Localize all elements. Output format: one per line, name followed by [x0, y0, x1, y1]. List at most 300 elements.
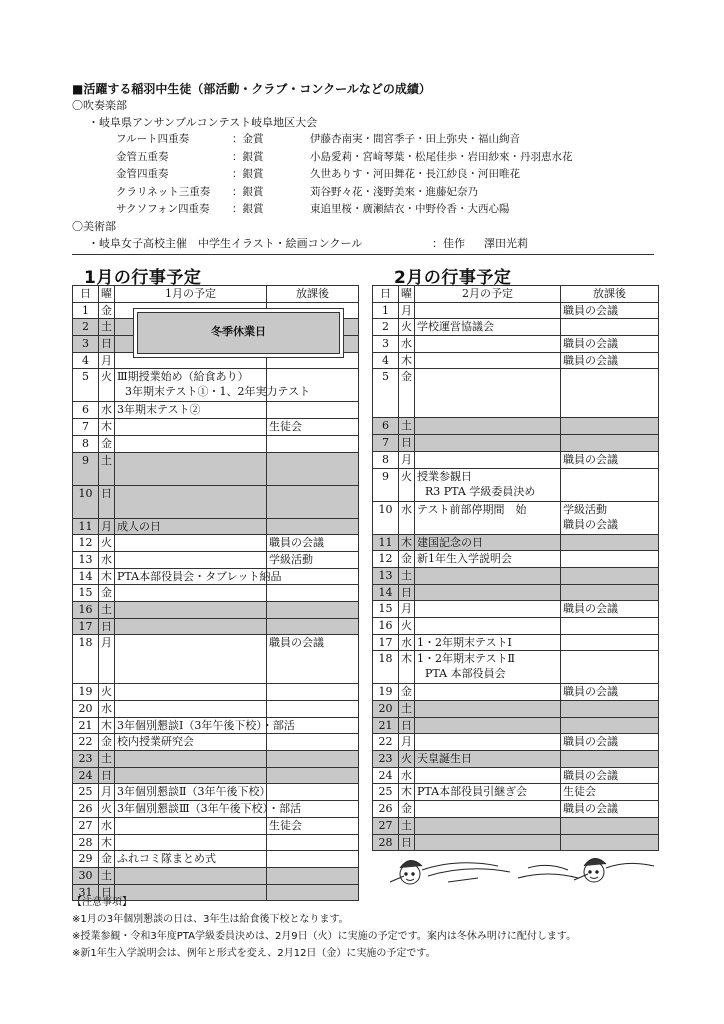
- afterschool-cell: [561, 369, 659, 418]
- award-members: 東追里桜・廣瀬結衣・中野伶香・大西心陽: [310, 203, 510, 215]
- award-row: [0, 149, 724, 167]
- table-row: [73, 867, 359, 884]
- event-cell: [115, 784, 271, 801]
- weekday-cell: [399, 684, 415, 701]
- award-prize: ：銀賞: [232, 168, 264, 180]
- header-events: 2月の予定: [415, 286, 561, 303]
- table-row: [373, 435, 659, 452]
- weekday-cell: [399, 501, 415, 534]
- art-member: 澤田光莉: [484, 237, 528, 250]
- table-row: [73, 419, 359, 436]
- event-cell-text: 3年期末テスト②: [117, 403, 201, 417]
- weekday-cell-text: 木: [101, 718, 112, 732]
- afterschool-cell: [267, 485, 359, 518]
- day-cell: [73, 834, 99, 851]
- afterschool-cell: [561, 684, 659, 701]
- day-cell: [73, 319, 99, 336]
- day-cell-text: 23: [378, 752, 393, 766]
- afterschool-cell-text: 学級活動: [563, 502, 607, 516]
- table-header-row: [373, 286, 659, 303]
- afterschool-cell-text: 職員の会議: [563, 735, 618, 749]
- weekday-cell-text: 土: [401, 568, 412, 582]
- weekday-cell-text: 水: [101, 818, 112, 832]
- event-cell-text: PTA本部役員引継ぎ会: [417, 785, 528, 799]
- weekday-cell-text: 月: [101, 353, 112, 367]
- weekday-cell: [399, 352, 415, 369]
- day-cell: [373, 435, 399, 452]
- afterschool-cell: [561, 336, 659, 353]
- event-cell: [415, 501, 561, 534]
- table-row: [373, 751, 659, 768]
- event-cell: [415, 651, 561, 684]
- event-cell-text-2: PTA 本部役員会: [425, 667, 506, 681]
- header-day: 日: [73, 286, 99, 303]
- table-row: [73, 535, 359, 552]
- afterschool-cell: [561, 501, 659, 534]
- day-cell-text: 19: [78, 685, 93, 699]
- day-cell-text: 28: [78, 835, 93, 849]
- event-cell-text: テスト前部停期間 始: [417, 502, 527, 516]
- event-cell: [415, 352, 561, 369]
- afterschool-cell: [561, 468, 659, 501]
- weekday-cell-text: 日: [101, 486, 112, 500]
- table-row: [373, 418, 659, 435]
- weekday-cell-text: 水: [101, 403, 112, 417]
- event-cell-text: 1・2年期末テストⅠ: [417, 635, 512, 649]
- table-row: [373, 534, 659, 551]
- day-cell: [373, 734, 399, 751]
- table-row: [73, 834, 359, 851]
- table-row: [73, 767, 359, 784]
- day-cell-text: 20: [378, 702, 393, 715]
- weekday-cell-text: 水: [101, 702, 112, 715]
- award-prize: ：金賞: [232, 133, 264, 145]
- table-row: [73, 635, 359, 684]
- weekday-cell: [399, 751, 415, 768]
- table-row: [73, 369, 359, 402]
- weekday-cell: [99, 784, 115, 801]
- weekday-cell: [399, 767, 415, 784]
- event-cell-text: 3年個別懇談Ⅰ（3年午後下校）・部活: [117, 718, 295, 732]
- afterschool-cell: [267, 402, 359, 419]
- award-group: クラリネット三重奏: [116, 185, 211, 198]
- day-cell: [373, 584, 399, 601]
- table-row: [373, 319, 659, 336]
- afterschool-cell: [561, 617, 659, 634]
- day-cell-text: 13: [378, 568, 393, 582]
- weekday-cell: [99, 851, 115, 868]
- weekday-cell: [99, 319, 115, 336]
- weekday-cell-text: 金: [101, 436, 112, 450]
- weekday-cell: [99, 352, 115, 369]
- event-cell: [115, 485, 267, 518]
- art-contest-label: ・岐阜女子高校主催 中学生イラスト・絵画コンクール: [88, 237, 363, 250]
- weekday-cell-text: 月: [401, 735, 412, 749]
- day-cell-text: 23: [78, 752, 93, 766]
- afterschool-cell: [267, 452, 359, 485]
- music-club-label: 〇吹奏楽部: [72, 99, 127, 112]
- weekday-cell-text: 土: [401, 419, 412, 433]
- afterschool-cell: [561, 352, 659, 369]
- table-row: [373, 352, 659, 369]
- day-cell: [73, 867, 99, 884]
- award-members: 久世ありす・河田舞花・長江紗良・河田唯花: [310, 168, 520, 180]
- day-cell: [373, 369, 399, 418]
- weekday-cell-text: 火: [101, 802, 112, 816]
- afterschool-cell: [561, 319, 659, 336]
- day-cell-text: 13: [78, 552, 93, 566]
- day-cell: [73, 568, 99, 585]
- day-cell: [373, 717, 399, 734]
- day-cell-text: 29: [78, 852, 93, 866]
- table-row: [373, 302, 659, 319]
- day-cell: [73, 635, 99, 684]
- weekday-cell-text: 日: [401, 835, 412, 849]
- afterschool-cell-text: 職員の会議: [563, 452, 618, 466]
- day-cell-text: 21: [378, 718, 393, 732]
- day-cell-text: 18: [78, 636, 93, 650]
- day-cell: [73, 485, 99, 518]
- weekday-cell: [399, 784, 415, 801]
- weekday-cell-text: 月: [101, 519, 112, 533]
- day-cell-text: 3: [82, 337, 89, 351]
- day-cell: [73, 601, 99, 618]
- weekday-cell: [99, 535, 115, 552]
- weekday-cell-text: 金: [401, 685, 412, 699]
- header-day: 日: [373, 286, 399, 303]
- weekday-cell-text: 月: [401, 303, 412, 317]
- afterschool-cell: [561, 551, 659, 568]
- afterschool-cell: [561, 435, 659, 452]
- day-cell-text: 4: [82, 353, 89, 367]
- event-cell: [115, 817, 267, 834]
- afterschool-cell: [561, 584, 659, 601]
- event-cell-text: PTA本部役員会・タブレット納品: [117, 569, 282, 583]
- afterschool-cell-text: 職員の会議: [563, 353, 618, 367]
- afterschool-cell-text: 職員の会議: [563, 802, 618, 816]
- day-cell: [73, 784, 99, 801]
- award-prize: ：銀賞: [232, 203, 264, 215]
- day-cell-text: 12: [78, 536, 93, 550]
- weekday-cell: [99, 336, 115, 353]
- weekday-cell: [399, 634, 415, 651]
- day-cell: [373, 801, 399, 818]
- weekday-cell-text: 金: [401, 552, 412, 566]
- day-cell: [73, 817, 99, 834]
- weekday-cell-text: 水: [401, 635, 412, 649]
- event-cell: [415, 634, 561, 651]
- event-cell-text: 建国記念の日: [417, 535, 483, 549]
- afterschool-cell: [561, 567, 659, 584]
- day-cell: [373, 352, 399, 369]
- weekday-cell: [99, 834, 115, 851]
- event-cell: [115, 568, 282, 585]
- event-cell: [415, 302, 561, 319]
- event-cell: [415, 751, 561, 768]
- event-cell: [115, 734, 267, 751]
- table-row: [373, 684, 659, 701]
- afterschool-cell-text-2: 職員の会議: [563, 517, 618, 531]
- event-cell: [115, 435, 267, 452]
- event-cell: [115, 551, 267, 568]
- award-group: フルート四重奏: [116, 133, 190, 145]
- event-cell: [415, 717, 561, 734]
- weekday-cell: [99, 801, 115, 818]
- day-cell: [373, 551, 399, 568]
- afterschool-cell: [267, 851, 359, 868]
- day-cell-text: 26: [378, 802, 393, 816]
- table-row: [73, 402, 359, 419]
- afterschool-cell-text: 職員の会議: [269, 536, 324, 550]
- day-cell-text: 2: [82, 320, 89, 334]
- table-row: [373, 734, 659, 751]
- day-cell: [373, 784, 399, 801]
- afterschool-cell: [561, 302, 659, 319]
- day-cell-text: 17: [78, 619, 93, 633]
- day-cell-text: 15: [78, 586, 93, 600]
- table-row: [73, 784, 359, 801]
- event-cell: [115, 601, 267, 618]
- weekday-cell: [399, 336, 415, 353]
- event-cell: [415, 584, 561, 601]
- table-row: [373, 617, 659, 634]
- table-row: [73, 684, 359, 701]
- weekday-cell: [99, 635, 115, 684]
- event-cell: [115, 867, 267, 884]
- day-cell-text: 15: [378, 602, 393, 616]
- table-row: [73, 518, 359, 535]
- event-cell: [415, 701, 561, 718]
- day-cell: [73, 518, 99, 535]
- day-cell: [73, 435, 99, 452]
- day-cell-text: 16: [378, 618, 393, 632]
- day-cell-text: 24: [78, 768, 93, 782]
- day-cell: [73, 336, 99, 353]
- event-cell: [115, 452, 267, 485]
- day-cell: [373, 501, 399, 534]
- weekday-cell: [99, 419, 115, 436]
- event-cell-text: 3年個別懇談Ⅱ（3年午後下校）: [117, 785, 271, 799]
- day-cell-text: 12: [378, 552, 393, 566]
- weekday-cell-text: 火: [401, 469, 412, 483]
- afterschool-cell: [561, 601, 659, 618]
- weekday-cell: [99, 701, 115, 718]
- event-cell: [115, 767, 267, 784]
- day-cell: [373, 634, 399, 651]
- afterschool-cell-text: 職員の会議: [563, 303, 618, 317]
- award-group: 金管四重奏: [116, 168, 169, 180]
- weekday-cell: [99, 435, 115, 452]
- table-row: [73, 618, 359, 635]
- header-afterschool: 放課後: [561, 286, 659, 303]
- weekday-cell-text: 木: [401, 785, 412, 799]
- weekday-cell: [399, 551, 415, 568]
- day-cell: [73, 734, 99, 751]
- table-row: [373, 601, 659, 618]
- weekday-cell: [399, 319, 415, 336]
- day-cell-text: 25: [378, 785, 393, 799]
- award-row: [0, 201, 724, 219]
- afterschool-cell: [561, 701, 659, 718]
- day-cell: [73, 551, 99, 568]
- event-cell: [115, 369, 311, 402]
- afterschool-cell: [267, 518, 359, 535]
- art-club-label: 〇美術部: [72, 220, 116, 233]
- afterschool-cell: [561, 418, 659, 435]
- weekday-cell-text: 土: [101, 752, 112, 766]
- afterschool-cell: [267, 834, 359, 851]
- day-cell-text: 21: [78, 718, 93, 732]
- feb-title: 2月の行事予定: [394, 268, 512, 288]
- winter-vacation-box: [133, 308, 344, 358]
- afterschool-cell: [561, 534, 659, 551]
- achievements-title: ■活躍する稲羽中生徒（部活動・クラブ・コンクールなどの成績）: [72, 82, 431, 96]
- weekday-cell: [399, 651, 415, 684]
- event-cell: [415, 319, 561, 336]
- weekday-cell-text: 日: [401, 585, 412, 599]
- weekday-cell-text: 木: [101, 420, 112, 434]
- weekday-cell: [399, 468, 415, 501]
- weekday-cell-text: 木: [101, 569, 112, 583]
- event-cell: [415, 601, 561, 618]
- day-cell: [373, 767, 399, 784]
- table-row: [373, 451, 659, 468]
- weekday-cell: [399, 617, 415, 634]
- weekday-cell: [99, 302, 115, 319]
- weekday-cell: [99, 585, 115, 602]
- weekday-cell: [399, 817, 415, 834]
- event-cell: [415, 684, 561, 701]
- table-row: [373, 701, 659, 718]
- event-cell: [415, 534, 561, 551]
- table-row: [73, 717, 359, 734]
- afterschool-cell-text: 生徒会: [563, 785, 596, 799]
- weekday-cell-text: 水: [401, 768, 412, 782]
- award-members: 小島愛莉・宮﨑琴葉・松尾佳歩・岩田紗來・丹羽恵水花: [310, 150, 573, 163]
- weekday-cell: [399, 435, 415, 452]
- weekday-cell: [399, 701, 415, 718]
- event-cell: [115, 419, 267, 436]
- event-cell-text: Ⅲ期授業始め（給食あり）: [117, 370, 249, 384]
- table-row: [373, 717, 659, 734]
- weekday-cell-text: 金: [401, 370, 412, 384]
- weekday-cell: [99, 618, 115, 635]
- table-row: [373, 369, 659, 418]
- day-cell-text: 22: [78, 735, 93, 749]
- afterschool-cell: [267, 767, 359, 784]
- weekday-cell-text: 月: [401, 452, 412, 466]
- event-cell: [415, 451, 561, 468]
- day-cell-text: 28: [378, 835, 393, 849]
- event-cell-text: 校内授業研究会: [117, 735, 194, 749]
- day-cell: [73, 402, 99, 419]
- day-cell-text: 3: [382, 337, 389, 351]
- day-cell: [73, 851, 99, 868]
- day-cell-text: 22: [378, 735, 393, 749]
- event-cell: [115, 535, 267, 552]
- weekday-cell-text: 土: [401, 702, 412, 715]
- afterschool-cell: [267, 585, 359, 602]
- event-cell: [415, 435, 561, 452]
- weekday-cell-text: 金: [101, 586, 112, 600]
- note-item: ※1月の3年個別懇談の日は、3年生は給食後下校となります。: [72, 914, 349, 925]
- day-cell: [373, 336, 399, 353]
- event-cell: [115, 851, 267, 868]
- afterschool-cell: [267, 419, 359, 436]
- weekday-cell: [399, 801, 415, 818]
- table-row: [373, 801, 659, 818]
- day-cell-text: 7: [382, 436, 389, 450]
- table-row: [73, 485, 359, 518]
- day-cell-text: 10: [378, 502, 393, 516]
- afterschool-cell-text: 職員の会議: [269, 636, 324, 650]
- weekday-cell: [99, 867, 115, 884]
- day-cell-text: 25: [78, 785, 93, 799]
- weekday-cell-text: 土: [101, 453, 112, 467]
- table-row: [73, 601, 359, 618]
- award-row: [0, 131, 724, 149]
- event-cell: [115, 635, 267, 684]
- event-cell-text-2: R3 PTA 学級委員決め: [425, 484, 536, 498]
- weekday-cell: [99, 485, 115, 518]
- table-row: [373, 551, 659, 568]
- table-row: [73, 801, 359, 818]
- afterschool-cell: [561, 717, 659, 734]
- day-cell-text: 6: [82, 403, 89, 417]
- event-cell: [415, 468, 561, 501]
- afterschool-cell: [267, 751, 359, 768]
- weekday-cell-text: 日: [101, 337, 112, 351]
- award-row: [0, 166, 724, 184]
- event-cell: [115, 684, 267, 701]
- day-cell-text: 5: [382, 370, 389, 384]
- event-cell-text: 成人の日: [117, 519, 161, 533]
- table-row: [373, 567, 659, 584]
- day-cell: [373, 617, 399, 634]
- weekday-cell: [99, 684, 115, 701]
- day-cell: [73, 352, 99, 369]
- day-cell: [373, 701, 399, 718]
- header-events: 1月の予定: [115, 286, 267, 303]
- weekday-cell: [99, 551, 115, 568]
- table-row: [373, 501, 659, 534]
- afterschool-cell: [561, 767, 659, 784]
- day-cell: [73, 419, 99, 436]
- afterschool-cell: [267, 601, 359, 618]
- weekday-cell-text: 水: [401, 502, 412, 516]
- day-cell: [373, 451, 399, 468]
- weekday-cell: [399, 717, 415, 734]
- weekday-cell-text: 木: [101, 835, 112, 849]
- jan-title: 1月の行事予定: [84, 268, 202, 288]
- weekday-cell: [99, 734, 115, 751]
- art-prize: ：佳作: [432, 237, 465, 250]
- event-cell: [115, 402, 267, 419]
- day-cell: [73, 535, 99, 552]
- weekday-cell: [399, 534, 415, 551]
- afterschool-cell: [267, 635, 359, 684]
- afterschool-cell: [267, 684, 359, 701]
- day-cell: [373, 684, 399, 701]
- day-cell-text: 17: [378, 635, 393, 649]
- weekday-cell: [99, 568, 115, 585]
- day-cell-text: 27: [78, 818, 93, 832]
- event-cell: [115, 801, 302, 818]
- weekday-cell-text: 木: [401, 652, 412, 666]
- event-cell: [415, 817, 561, 834]
- day-cell-text: 8: [382, 452, 389, 466]
- weekday-cell-text: 火: [101, 536, 112, 550]
